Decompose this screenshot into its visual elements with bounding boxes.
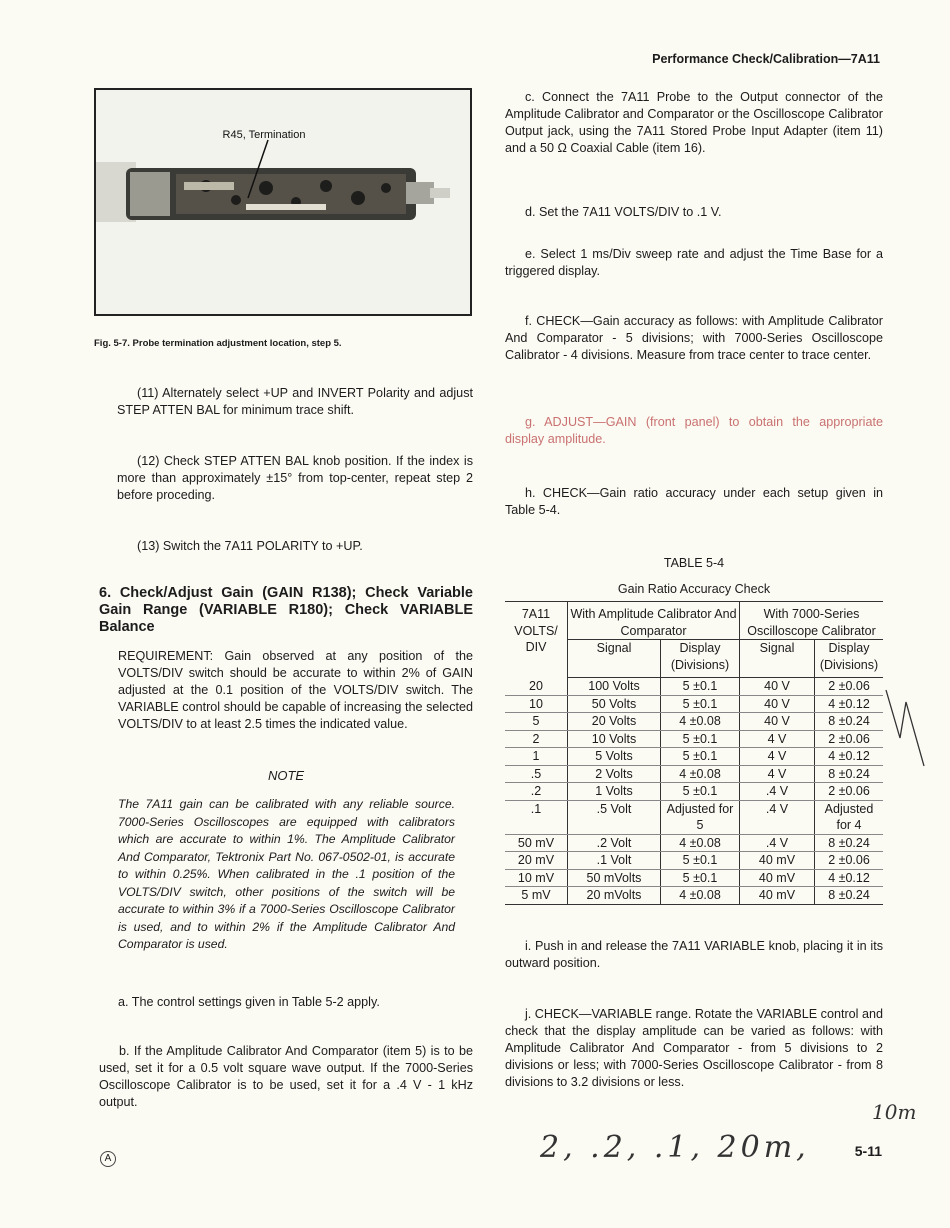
header-signal: Signal — [740, 640, 815, 678]
handwritten-note: 2, .2, .1, 20m, — [540, 1130, 810, 1165]
header-display: Display (Divisions) — [661, 640, 740, 678]
cell-display-b: 4 ±0.12 — [815, 748, 884, 766]
table-row — [505, 800, 883, 834]
table-row — [505, 695, 883, 713]
handwritten-note-extra: 10m — [872, 1100, 917, 1124]
section-heading: 6. Check/Adjust Gain (GAIN R138); Check Variable Gain Range (VARIABLE R180); Check VARIABLE Balance — [99, 585, 473, 635]
table-row — [505, 678, 883, 696]
cell-signal-a: 20 Volts — [568, 713, 661, 731]
note-title: NOTE — [267, 768, 305, 783]
cell-signal-b: .4 V — [740, 834, 815, 852]
cell-volts-div: .1 — [505, 800, 568, 834]
step-e: e. Select 1 ms/Div sweep rate and adjust the Time Base for a triggered display. — [505, 247, 883, 278]
cell-signal-b: 40 V — [740, 695, 815, 713]
cell-signal-b: 40 mV — [740, 887, 815, 905]
step-12: (12) Check STEP ATTEN BAL knob position. If the index is more than approximately ±15° from top-center, repeat step 2 before proceding. — [117, 454, 473, 502]
cell-signal-a: 100 Volts — [568, 678, 661, 696]
step-b: b. If the Amplitude Calibrator And Comparator (item 5) is to be used, set it for a 0.5 volt square wave output. If the 7000-Series Oscilloscope Calibrator is to be used, set it for a .4 V - 1 kHz output. — [99, 1044, 473, 1109]
header-volts-div: 7A11 VOLTS/ DIV — [505, 602, 568, 678]
cell-volts-div: 20 mV — [505, 852, 568, 870]
step-c: c. Connect the 7A11 Probe to the Output connector of the Amplitude Calibrator and Comparator or the Oscilloscope Calibrator Output jack, using the 7A11 Stored Probe Input Adapter (item 11) and a 50 Ω Coaxial Cable (item 16). — [505, 90, 883, 155]
header-signal: Signal — [568, 640, 661, 678]
step-11: (11) Alternately select +UP and INVERT Polarity and adjust STEP ATTEN BAL for minimum trace shift. — [117, 386, 473, 417]
cell-signal-a: 1 Volts — [568, 783, 661, 801]
cell-volts-div: .2 — [505, 783, 568, 801]
step-j: j. CHECK—VARIABLE range. Rotate the VARIABLE control and check that the display amplitude can be varied as follows: with Amplitude Calibrator And Comparator - from 5 divisions to 2 divisions or less; with 7000-Series Oscilloscope Calibrator - from 8 divisions to 3.2 divisions or less. — [505, 1007, 883, 1089]
step-13: (13) Switch the 7A11 POLARITY to +UP. — [137, 539, 363, 553]
cell-volts-div: 5 mV — [505, 887, 568, 905]
step-i: i. Push in and release the 7A11 VARIABLE knob, placing it in its outward position. — [505, 939, 883, 970]
page-header: Performance Check/Calibration—7A11 — [652, 52, 880, 66]
tektronix-logo: A — [100, 1151, 116, 1167]
table-row — [505, 713, 883, 731]
cell-display-b: 8 ±0.24 — [815, 834, 884, 852]
note-body: The 7A11 gain can be calibrated with any reliable source. 7000-Series Oscilloscopes are equipped with calibrators which are accurate to within 1%. The Amplitude Calibrator And Comparator, Tektronix Part No. 067-0502-01, is accurate to within 0.25%. When calibrated in the .1 position of the VOLTS/DIV switch, other positions of the switch will be accurate to within 3% if a 7000-Series Oscilloscope Calibrator is used, and to within 2% if the Amplitude Calibrator And Comparator is used. — [118, 797, 455, 951]
cell-display-a: 5 ±0.1 — [661, 783, 740, 801]
cell-signal-a: 10 Volts — [568, 730, 661, 748]
figure-callout-label: R45, Termination — [222, 129, 306, 141]
cell-signal-b: 4 V — [740, 748, 815, 766]
table-row — [505, 748, 883, 766]
cell-volts-div: .5 — [505, 765, 568, 783]
cell-signal-a: 50 Volts — [568, 695, 661, 713]
cell-signal-a: .1 Volt — [568, 852, 661, 870]
cell-signal-b: .4 V — [740, 800, 815, 834]
cell-display-b: 2 ±0.06 — [815, 730, 884, 748]
table-row — [505, 834, 883, 852]
cell-signal-b: 40 V — [740, 713, 815, 731]
cell-display-b: 2 ±0.06 — [815, 783, 884, 801]
probe-illustration — [96, 90, 470, 314]
cell-signal-a: 5 Volts — [568, 748, 661, 766]
table-row — [505, 783, 883, 801]
cell-signal-a: 2 Volts — [568, 765, 661, 783]
table-title: TABLE 5-4 — [663, 556, 725, 570]
table-row — [505, 765, 883, 783]
step-d: d. Set the 7A11 VOLTS/DIV to .1 V. — [525, 205, 722, 219]
header-amplitude-calibrator: With Amplitude Calibrator And Comparator — [568, 602, 740, 640]
cell-volts-div: 1 — [505, 748, 568, 766]
cell-signal-b: 40 V — [740, 678, 815, 696]
step-g: g. ADJUST—GAIN (front panel) to obtain the appropriate display amplitude. — [505, 415, 883, 446]
table-row — [505, 887, 883, 905]
cell-display-b: 2 ±0.06 — [815, 678, 884, 696]
cell-display-a: 5 ±0.1 — [661, 748, 740, 766]
cell-display-a: 5 ±0.1 — [661, 678, 740, 696]
handwritten-mark — [880, 680, 930, 770]
step-f: f. CHECK—Gain accuracy as follows: with Amplitude Calibrator And Comparator - 5 divisions; with 7000-Series Oscilloscope Calibrator - 4 divisions. Measure from trace center to trace center. — [505, 314, 883, 362]
cell-display-a: Adjusted for 5 — [661, 800, 740, 834]
cell-display-b: 8 ±0.24 — [815, 765, 884, 783]
table-row — [505, 852, 883, 870]
cell-signal-a: 20 mVolts — [568, 887, 661, 905]
cell-signal-a: .2 Volt — [568, 834, 661, 852]
cell-signal-b: 40 mV — [740, 852, 815, 870]
requirement-text: REQUIREMENT: Gain observed at any position of the VOLTS/DIV switch should be accurate to within 2% of GAIN adjusted at the 0.1 position of the VOLTS/DIV switch. The VARIABLE control should be capable of increasing the selected VOLTS/DIV to at least 2.5 times the indicated value. — [118, 649, 473, 731]
cell-signal-b: 4 V — [740, 730, 815, 748]
gain-ratio-table — [505, 601, 883, 905]
step-h: h. CHECK—Gain ratio accuracy under each setup given in Table 5-4. — [505, 486, 883, 517]
header-oscilloscope-calibrator: With 7000-Series Oscilloscope Calibrator — [740, 602, 884, 640]
header-display: Display (Divisions) — [815, 640, 884, 678]
cell-display-a: 4 ±0.08 — [661, 834, 740, 852]
table-row — [505, 869, 883, 887]
cell-volts-div: 10 — [505, 695, 568, 713]
figure-caption: Fig. 5-7. Probe termination adjustment location, step 5. — [94, 338, 342, 349]
table-row — [505, 730, 883, 748]
cell-volts-div: 5 — [505, 713, 568, 731]
cell-volts-div: 2 — [505, 730, 568, 748]
page-number: 5-11 — [854, 1143, 882, 1159]
cell-signal-a: .5 Volt — [568, 800, 661, 834]
figure-photo — [94, 88, 472, 316]
cell-display-a: 5 ±0.1 — [661, 695, 740, 713]
cell-signal-b: 4 V — [740, 765, 815, 783]
cell-display-a: 5 ±0.1 — [661, 869, 740, 887]
cell-display-b: 8 ±0.24 — [815, 713, 884, 731]
cell-display-b: 8 ±0.24 — [815, 887, 884, 905]
cell-display-b: 4 ±0.12 — [815, 869, 884, 887]
cell-display-b: 2 ±0.06 — [815, 852, 884, 870]
table-subtitle: Gain Ratio Accuracy Check — [617, 582, 771, 596]
cell-display-a: 5 ±0.1 — [661, 730, 740, 748]
cell-display-a: 4 ±0.08 — [661, 713, 740, 731]
cell-volts-div: 50 mV — [505, 834, 568, 852]
cell-volts-div: 20 — [505, 678, 568, 696]
cell-display-a: 4 ±0.08 — [661, 765, 740, 783]
cell-signal-b: .4 V — [740, 783, 815, 801]
cell-signal-b: 40 mV — [740, 869, 815, 887]
cell-display-a: 4 ±0.08 — [661, 887, 740, 905]
cell-display-a: 5 ±0.1 — [661, 852, 740, 870]
cell-signal-a: 50 mVolts — [568, 869, 661, 887]
cell-volts-div: 10 mV — [505, 869, 568, 887]
step-a: a. The control settings given in Table 5-2 apply. — [118, 995, 380, 1009]
cell-display-b: 4 ±0.12 — [815, 695, 884, 713]
cell-display-b: Adjusted for 4 — [815, 800, 884, 834]
